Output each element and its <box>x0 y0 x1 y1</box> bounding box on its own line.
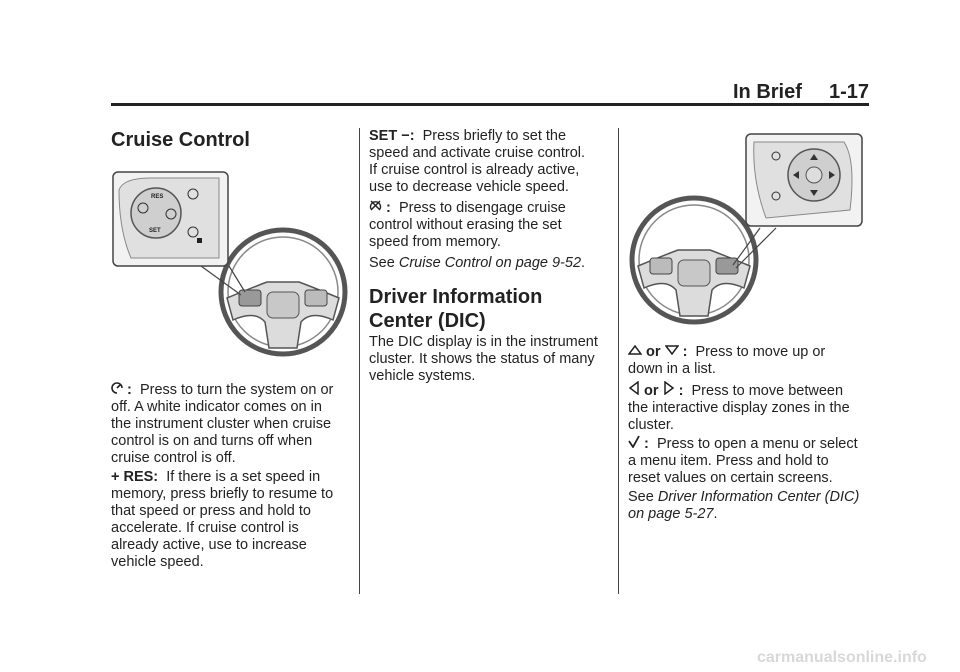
steering-wheel <box>221 230 345 354</box>
cruise-on-off-icon <box>111 382 123 399</box>
dic-inset <box>746 134 862 226</box>
updown-colon: : <box>682 344 688 360</box>
watermark: carmanualsonline.info <box>757 649 927 666</box>
on-off-label: : <box>127 382 132 398</box>
section-title: In Brief <box>733 81 802 103</box>
dic-line-2: cluster. It shows the status of many <box>369 351 595 367</box>
leftright-paragraph <box>628 381 868 434</box>
arrow-left-icon <box>628 381 640 400</box>
dic-reference-link-line-1[interactable]: Driver Information Center (DIC) <box>657 489 860 505</box>
select-paragraph <box>628 435 868 487</box>
cruise-reference-link[interactable]: Cruise Control on page 9-52 <box>398 255 582 271</box>
leftright-colon: : <box>678 383 684 399</box>
set-line-1: Press briefly to set the <box>422 128 567 144</box>
set-label: SET −: <box>369 128 415 144</box>
arrow-down-icon <box>665 344 679 361</box>
res-figure-label: RES <box>151 194 164 200</box>
res-line-6: vehicle speed. <box>111 554 204 570</box>
cancel-paragraph <box>369 199 609 251</box>
dic-heading-line-2: Center (DIC) <box>369 310 486 332</box>
see-dic-prefix: See <box>628 489 654 505</box>
cancel-line-3: speed from memory. <box>369 234 501 250</box>
arrow-up-icon <box>628 344 642 361</box>
select-line-3: reset values on certain screens. <box>628 470 833 486</box>
dic-heading-line-1: Driver Information <box>369 286 543 308</box>
arrow-right-icon <box>663 381 675 400</box>
see-cruise-reference <box>369 255 609 272</box>
on-off-line-1: Press to turn the system on or <box>139 382 334 398</box>
leftright-line-2: the interactive display zones in the <box>628 400 850 416</box>
res-line-4: accelerate. If cruise control is <box>111 520 299 536</box>
steering-wheel-right <box>632 198 756 322</box>
cruise-cancel-icon <box>369 199 382 217</box>
updown-line-1: Press to move up or <box>695 344 826 360</box>
res-paragraph <box>111 469 351 571</box>
on-off-paragraph <box>111 382 351 467</box>
column-divider-2 <box>618 128 619 594</box>
res-label: + RES: <box>111 469 159 485</box>
on-off-line-4: control is on and turns off when <box>111 433 313 449</box>
cruise-control-figure <box>111 170 351 358</box>
select-line-2: a menu item. Press and hold to <box>628 453 829 469</box>
updown-paragraph <box>628 344 868 378</box>
set-figure-label: SET <box>149 228 161 234</box>
res-line-2: memory, press briefly to resume to <box>111 486 334 502</box>
leftright-line-1: Press to move between <box>691 383 844 399</box>
column-divider-1 <box>359 128 360 594</box>
updown-line-2: down in a list. <box>628 361 716 377</box>
header-rule <box>111 103 869 106</box>
see-suffix: . <box>581 255 586 271</box>
set-paragraph <box>369 128 609 196</box>
cancel-label: : <box>386 200 391 216</box>
on-off-line-2: off. A white indicator comes on in <box>111 399 322 415</box>
on-off-line-5: cruise control is off. <box>111 450 236 466</box>
dic-controls-figure <box>626 130 868 330</box>
dic-paragraph <box>369 334 609 385</box>
dic-line-1: The DIC display is in the instrument <box>369 334 598 350</box>
on-off-line-3: the instrument cluster when cruise <box>111 416 332 432</box>
res-line-3: that speed or press and hold to <box>111 503 311 519</box>
leftright-line-3: cluster. <box>628 417 674 433</box>
res-line-1: If there is a set speed in <box>166 469 321 485</box>
see-dic-reference <box>628 489 868 523</box>
cancel-line-1: Press to disengage cruise <box>398 200 566 216</box>
dic-line-3: vehicle systems. <box>369 368 476 384</box>
page-number: 1-17 <box>829 81 870 103</box>
set-line-2: speed and activate cruise control. <box>369 145 586 161</box>
cruise-inset <box>113 172 228 266</box>
select-colon: : <box>644 436 649 452</box>
checkmark-icon <box>628 435 640 453</box>
see-prefix: See <box>369 255 395 271</box>
leftright-or: or <box>644 383 659 399</box>
set-line-3: If cruise control is already active, <box>369 162 580 178</box>
cruise-control-heading: Cruise Control <box>111 129 250 151</box>
see-dic-suffix: . <box>713 506 718 522</box>
res-line-5: already active, use to increase <box>111 537 307 553</box>
updown-or: or <box>646 344 661 360</box>
dic-reference-link-line-2[interactable]: on page 5-27 <box>628 506 714 522</box>
set-line-4: use to decrease vehicle speed. <box>369 179 569 195</box>
dic-heading <box>369 285 542 333</box>
cancel-line-2: control without erasing the set <box>369 217 562 233</box>
select-line-1: Press to open a menu or select <box>656 436 858 452</box>
